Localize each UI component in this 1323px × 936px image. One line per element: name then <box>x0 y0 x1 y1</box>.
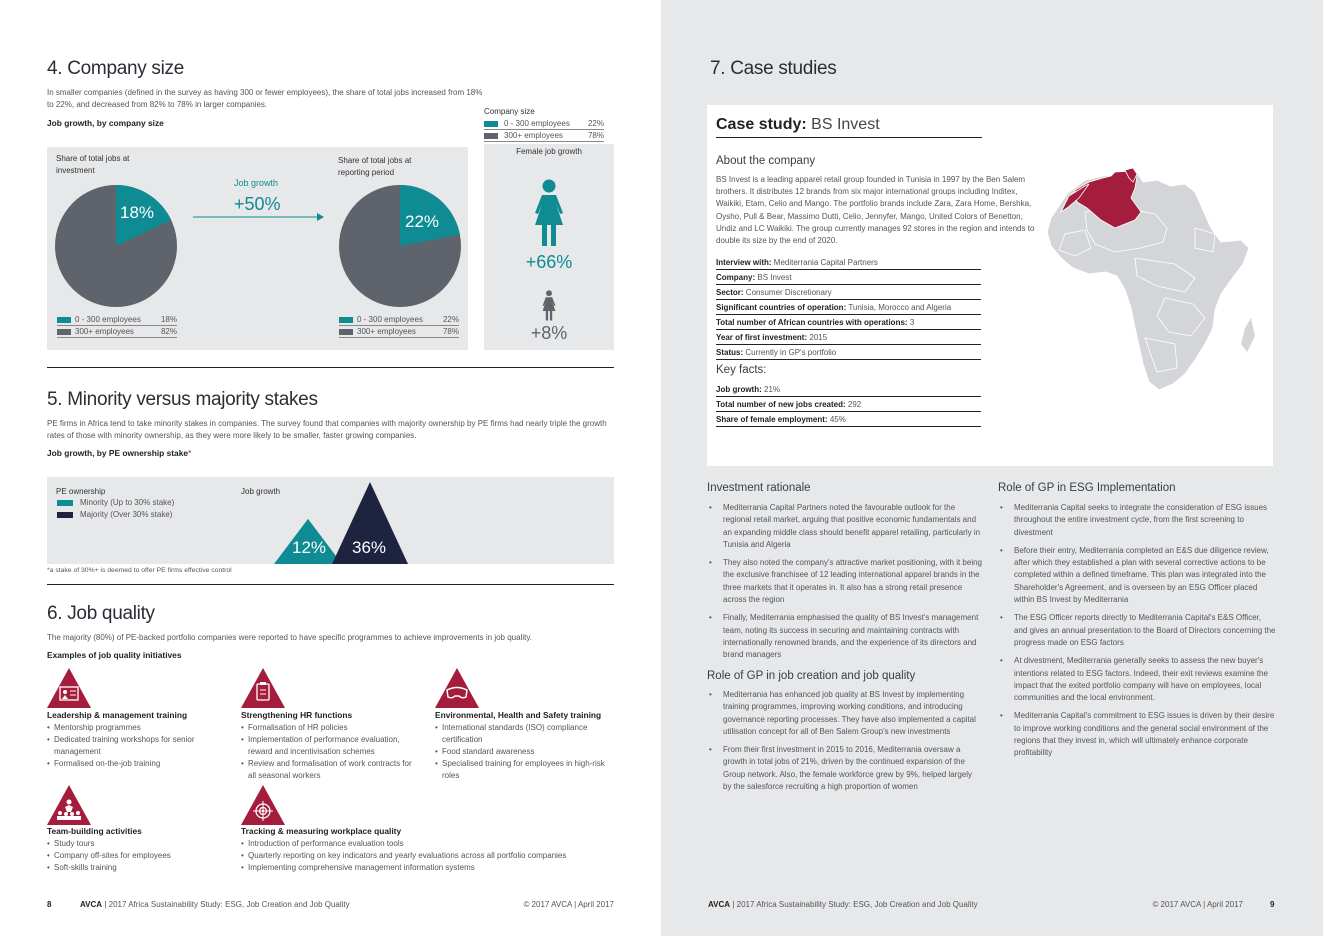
female-small-growth: +66% <box>525 252 573 272</box>
initiative-list <box>47 722 227 770</box>
rationale-list <box>707 502 985 668</box>
fact-value: Tunisia, Morocco and Algeria <box>848 303 952 312</box>
section-4-intro: In smaller companies (defined in the survey as having 300 or fewer employees), the share of total jobs increased from 18% to 22%, and decreased from 82% to 78% in larger companies. <box>47 88 483 109</box>
role-esg-list <box>998 502 1276 766</box>
fact-value: 2015 <box>809 333 828 342</box>
fact-row <box>716 300 981 315</box>
company-size-title: Company size <box>484 107 535 116</box>
majority-value: 36% <box>352 538 387 557</box>
pie-chart-investment <box>54 184 178 308</box>
fact-row <box>716 315 981 330</box>
fact-key: Sector: <box>716 288 744 297</box>
list-item: • Formalisation of HR policies <box>241 722 421 734</box>
initiative-title: Environmental, Health and Safety training <box>435 710 602 720</box>
section-6-intro: The majority (80%) of PE-backed portfolio companies were reported to have specific programmes to achieve improvements in job quality. <box>47 633 532 642</box>
list-item: • Quarterly reporting on key indicators and yearly evaluations across all portfolio companies <box>241 850 621 862</box>
goggles-icon <box>435 668 479 708</box>
list-item: • From their first investment in 2015 to 2016, Mediterrania oversaw a growth in total jobs of 21%, driven by the continued expansion of the Group network. Also, the female workforce grew by 9%, helped largely by the salesforce recruiting a high proportion of women <box>707 744 977 793</box>
list-item: • Mediterrania Capital's commitment to ESG issues is driven by their desire to improve working conditions and the general social environment of the regions that they invest in, which will ultimately enhance corporate profitability <box>998 710 1276 759</box>
list-item: • Food standard awareness <box>435 746 615 758</box>
footer-title-text: | 2017 Africa Sustainability Study: ESG, Job Creation and Job Quality <box>104 900 350 909</box>
footer-brand: AVCA <box>80 900 103 909</box>
woman-small-icon <box>540 290 558 321</box>
fact-key: Significant countries of operation: <box>716 303 847 312</box>
fact-value: BS Invest <box>757 273 792 282</box>
footer-copyright: © 2017 AVCA | April 2017 <box>523 900 614 909</box>
ownership-legend-minority <box>57 498 174 507</box>
fact-key: Year of first investment: <box>716 333 808 342</box>
pie2-value: 22% <box>405 212 440 231</box>
fact-value: Consumer Discretionary <box>745 288 832 297</box>
case-study-label: Case study: <box>716 116 807 133</box>
list-item: • Formalised on-the-job training <box>47 758 227 770</box>
list-item: • Finally, Mediterrania emphasised the quality of BS Invest's management team, noting its success in securing and maintaining contracts with internationally renowned brands, and the experience of its directors and brand managers <box>707 612 985 661</box>
initiative-title: Strengthening HR functions <box>241 710 353 720</box>
woman-large-icon <box>530 179 568 247</box>
fact-key: Interview with: <box>716 258 772 267</box>
fact-row <box>716 270 981 285</box>
list-item: • Soft-skills training <box>47 862 227 874</box>
list-item: • International standards (ISO) compliance certification <box>435 722 615 746</box>
minority-value: 12% <box>292 538 327 557</box>
list-item: • Mediterrania has enhanced job quality at BS Invest by implementing training programmes, improving working conditions, and introducing governance reporting processes. They have also implemented a capital utilisation concept for all of Ben Salem Group's new investments <box>707 689 977 738</box>
fact-value: Mediterrania Capital Partners <box>773 258 878 267</box>
africa-map <box>1045 168 1265 398</box>
footer-title <box>80 900 350 909</box>
company-size-legend <box>484 118 604 142</box>
legend-swatch-large <box>57 329 71 335</box>
pie1-value: 18% <box>120 203 155 222</box>
list-item: • Dedicated training workshops for senior management <box>47 734 227 758</box>
ownership-triangle-chart <box>270 478 410 564</box>
section-4-subhead: Job growth, by company size <box>47 118 164 128</box>
pie1-label: Share of total jobs at investment <box>56 154 130 175</box>
ownership-legend-majority <box>57 510 172 519</box>
legend-value: 18% <box>160 315 177 324</box>
list-item: • The ESG Officer reports directly to Mediterrania Capital's E&S Officer, and gives an annual presentation to the Board of Directors concerning the progress made on ESG factors <box>998 612 1276 649</box>
fact-row <box>716 285 981 300</box>
case-study-name: BS Invest <box>811 116 880 133</box>
target-icon <box>241 785 285 825</box>
initiative-list <box>47 838 227 874</box>
section-7-title: 7. Case studies <box>710 58 837 79</box>
legend-value: 78% <box>587 131 604 140</box>
footer-title <box>708 900 978 909</box>
legend-value: 22% <box>442 315 459 324</box>
fact-key: Share of female employment: <box>716 415 828 424</box>
rationale-title: Investment rationale <box>707 482 811 494</box>
fact-row <box>716 412 981 427</box>
list-item: • Study tours <box>47 838 227 850</box>
list-item: • Specialised training for employees in high-risk roles <box>435 758 615 782</box>
list-item: • At divestment, Mediterrania generally seeks to assess the new buyer's intentions related to ESG factors. Indeed, their exit reviews examine the impact that the exited portfolio company will have on employees, local communities and the local environment. <box>998 655 1276 704</box>
clipboard-icon <box>241 668 285 708</box>
fact-row <box>716 345 981 360</box>
list-item: • Mediterrania Capital Partners noted the favourable outlook for the regional retail market, arguing that positive economic fundamentals and an expanding middle class should benefit apparel retailing, particularly in Tunisia and Algeria <box>707 502 985 551</box>
fact-list <box>716 255 981 427</box>
about-text: BS Invest is a leading apparel retail group founded in Tunisia in 1997 by the Ben Salem brothers. It distributes 12 brands from six major international groups including Inditex, Waikiki, Etam, Celio and Mango. The portfolio brands include Zara, Zara Home, Bershka, Oysho, Pull & Bear, Massimo Dutti, Celio, Jennyfer, Mango, United Colors of Benetton, Undiz and LC Waikiki. The group currently manages 92 stores in the region and intends to double its size by the end of 2020. <box>716 175 1035 246</box>
legend-value: 22% <box>587 119 604 128</box>
case-study-title <box>716 116 982 138</box>
section-6-title: 6. Job quality <box>47 603 155 624</box>
fact-key: Status: <box>716 348 744 357</box>
pie1-legend <box>57 314 177 338</box>
section-5-intro: PE firms in Africa tend to take minority stakes in companies. The survey found that companies with majority ownership by PE firms had nearly triple the growth rates of those with minority ownership, as they were more likely to be smaller, faster growing companies. <box>47 419 607 440</box>
ownership-title: PE ownership <box>56 487 106 496</box>
list-item: • Introduction of performance evaluation tools <box>241 838 621 850</box>
fact-key: Company: <box>716 273 756 282</box>
fact-row <box>716 382 981 397</box>
role-jobs-list <box>707 689 977 799</box>
list-item: • Mediterrania Capital seeks to integrate the consideration of ESG issues throughout the entire investment cycle, from the first screening to divestment <box>998 502 1276 539</box>
list-item: • Review and formalisation of work contracts for all seasonal workers <box>241 758 421 782</box>
fact-row <box>716 330 981 345</box>
fact-row <box>716 255 981 270</box>
legend-label: 0 - 300 employees <box>504 119 570 128</box>
footer-copyright: © 2017 AVCA | April 2017 <box>1152 900 1243 909</box>
divider <box>47 367 614 368</box>
section-4-title: 4. Company size <box>47 58 185 79</box>
footnote-marker: * <box>188 448 192 458</box>
pie-chart-reporting <box>338 184 462 308</box>
legend-value: 82% <box>160 327 177 336</box>
fact-value: 45% <box>829 415 846 424</box>
list-item: • Implementing comprehensive management information systems <box>241 862 621 874</box>
section-5-subhead <box>47 448 191 458</box>
legend-label: 300+ employees <box>504 131 563 140</box>
initiative-list <box>241 838 621 874</box>
fact-value: 21% <box>764 385 781 394</box>
list-item: • They also noted the company's attractive market positioning, with it being the exclusive franchisee of 12 leading international apparel brands in the three markets that it operates in. It also has a strong retail presence across the region <box>707 557 985 606</box>
legend-value: 78% <box>442 327 459 336</box>
legend-label: Majority (Over 30% stake) <box>80 510 173 519</box>
list-item: • Mentorship programmes <box>47 722 227 734</box>
pie2-label: Share of total jobs at reporting period <box>338 156 412 177</box>
fact-value: Currently in GP's portfolio <box>745 348 837 357</box>
fact-value: 292 <box>847 400 862 409</box>
footer-brand: AVCA <box>708 900 731 909</box>
female-growth-title: Female job growth <box>516 147 582 156</box>
initiative-title: Leadership & management training <box>47 710 188 720</box>
section-6-subhead: Examples of job quality initiatives <box>47 650 182 660</box>
growth-arrow-icon <box>193 212 325 222</box>
legend-label: 0 - 300 employees <box>357 315 423 324</box>
fact-row <box>716 397 981 412</box>
presentation-icon <box>47 668 91 708</box>
page-number: 8 <box>47 900 52 909</box>
fact-key: Total number of African countries with operations: <box>716 318 908 327</box>
legend-swatch-small <box>57 317 71 323</box>
about-title: About the company <box>716 155 816 167</box>
role-esg-title: Role of GP in ESG Implementation <box>998 482 1176 494</box>
section-5-footnote: *a stake of 30%+ is deemed to offer PE firms effective control <box>47 567 232 574</box>
fact-key: Total number of new jobs created: <box>716 400 846 409</box>
fact-value: 3 <box>909 318 915 327</box>
list-item: • Implementation of performance evaluation, reward and incentivisation schemes <box>241 734 421 758</box>
page-number: 9 <box>1270 900 1275 909</box>
fact-key: Job growth: <box>716 385 762 394</box>
list-item: • Before their entry, Mediterrania completed an E&S due diligence review, after which they established a plan with several corrective actions to be completed within a defined timeframe. This plan was integrated into the Shareholder's Agreement, and is overseen by an ESG Officer placed within BS Invest by Mediterrania <box>998 545 1276 606</box>
pie2-legend <box>339 314 459 338</box>
team-icon <box>47 785 91 825</box>
legend-label: 300+ employees <box>357 327 416 336</box>
section-5-title: 5. Minority versus majority stakes <box>47 389 318 410</box>
ownership-growth-label: Job growth <box>241 487 281 496</box>
legend-label: Minority (Up to 30% stake) <box>80 498 175 507</box>
female-large-growth: +8% <box>530 323 568 343</box>
role-jobs-title: Role of GP in job creation and job quality <box>707 670 916 682</box>
initiative-title: Team-building activities <box>47 826 142 836</box>
list-item: • Company off-sites for employees <box>47 850 227 862</box>
initiative-title: Tracking & measuring workplace quality <box>241 826 402 836</box>
initiative-list <box>241 722 421 782</box>
key-facts-title: Key facts: <box>716 364 767 376</box>
job-growth-value: +50% <box>234 194 281 214</box>
divider <box>47 584 614 585</box>
initiative-list <box>435 722 615 782</box>
legend-label: 0 - 300 employees <box>75 315 141 324</box>
section-5-subhead-text: Job growth, by PE ownership stake <box>47 448 189 458</box>
africa-continent <box>1047 172 1249 390</box>
madagascar-region <box>1241 318 1255 352</box>
footer-title-text: | 2017 Africa Sustainability Study: ESG, Job Creation and Job Quality <box>732 900 978 909</box>
legend-label: 300+ employees <box>75 327 134 336</box>
job-growth-label: Job growth <box>234 178 279 188</box>
